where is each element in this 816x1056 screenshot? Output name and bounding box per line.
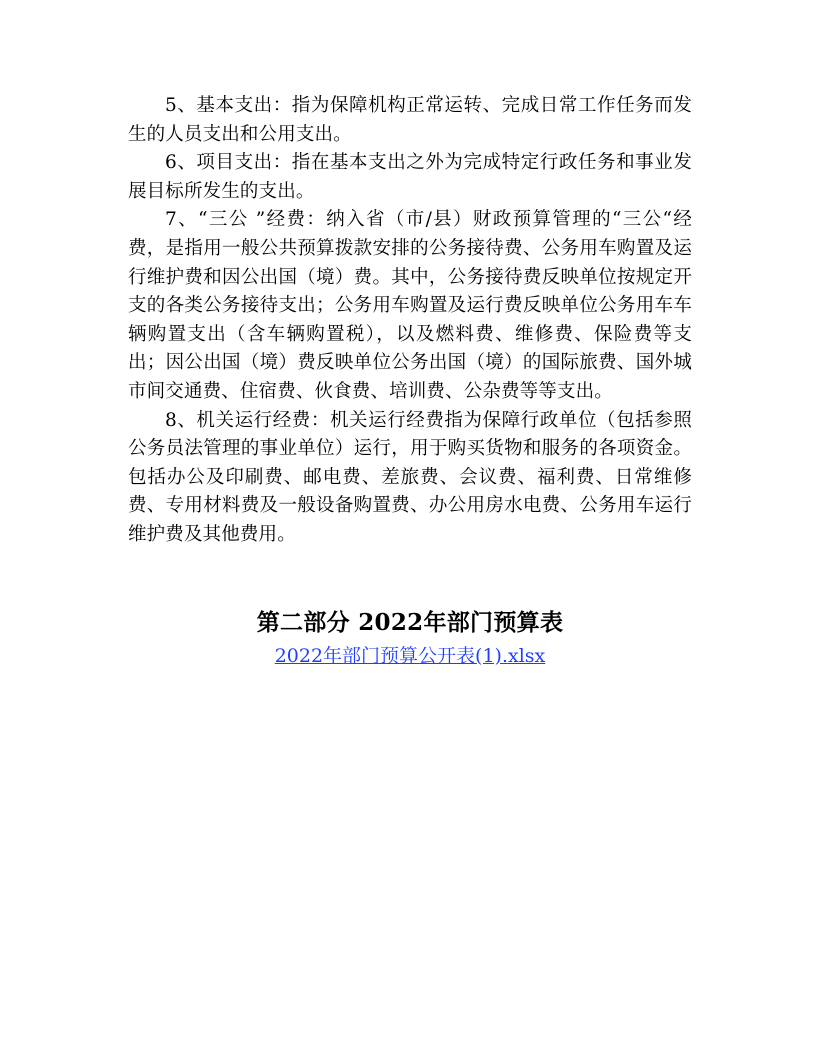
section-title: 第二部分 2022年部门预算表 [256, 609, 564, 636]
paragraph-project-expenditure: 6、项目支出：指在基本支出之外为完成特定行政任务和事业发展目标所发生的支出。 [128, 152, 692, 202]
paragraph-basic-expenditure: 5、基本支出：指为保障机构正常运转、完成日常工作任务而发生的人员支出和公用支出。 [128, 95, 692, 145]
attachment-link-container [128, 642, 692, 670]
paragraph-operating-expenses: 8、机关运行经费：机关运行经费指为保障行政单位（包括参照公务员法管理的事业单位）运行，用于购买货物和服务的各项资金。包括办公及印刷费、邮电费、差旅费、会议费、福利费、日常维修费、专用材料费及一般设备购置费、办公用房水电费、公务用车运行维护费及其他费用。 [128, 409, 692, 545]
paragraph-three-public-expenses: 7、“三公 ”经费：纳入省（市/县）财政预算管理的“三公“经费，是指用一般公共预算拨款安排的公务接待费、公务用车购置及运行维护费和因公出国（境）费。其中，公务接待费反映单位按规定开支的各类公务接待支出；公务用车购置及运行费反映单位公务用车车辆购置支出（含车辆购置税），以及燃料费、维修费、保险费等支出；因公出国（境）费反映单位公务出国（境）的国际旅费、国外城市间交通费、住宿费、伙食费、培训费、公杂费等等支出。 [128, 209, 692, 402]
attachment-link[interactable]: 2022年部门预算公开表(1).xlsx [274, 645, 546, 667]
body-text [128, 92, 692, 550]
